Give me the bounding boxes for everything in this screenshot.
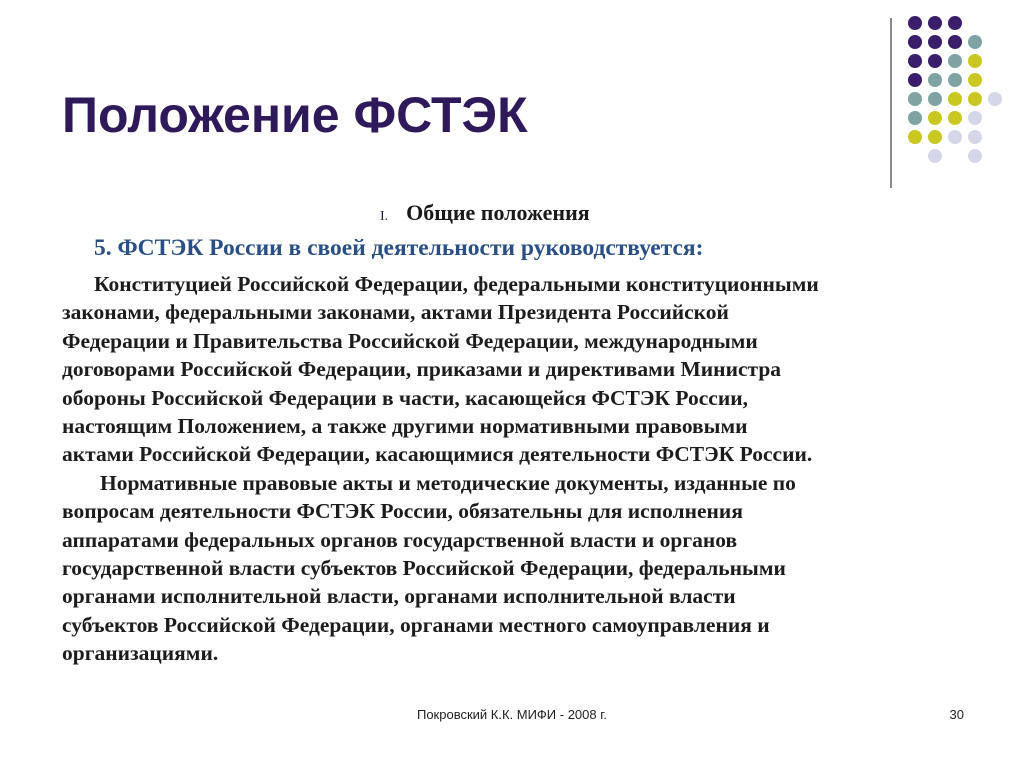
dot [908, 73, 922, 87]
dot [928, 35, 942, 49]
paragraph2-line: органами исполнительной власти, органами исполнительной власти [62, 584, 736, 609]
dot [928, 54, 942, 68]
dot [908, 35, 922, 49]
dot [948, 130, 962, 144]
page-number: 30 [949, 707, 964, 722]
paragraph2-line: Нормативные правовые акты и методические документы, изданные по [100, 470, 796, 495]
dot [928, 130, 942, 144]
section-title: Общие положения [406, 200, 590, 225]
dot [908, 16, 922, 30]
paragraph2-line: государственной власти субъектов Российской Федерации, федеральными [62, 556, 786, 581]
dot [968, 92, 982, 106]
dot [908, 111, 922, 125]
dot [968, 111, 982, 125]
body-text [62, 270, 972, 668]
dot [928, 111, 942, 125]
paragraph1-line: обороны Российской Федерации в части, касающейся ФСТЭК России, [62, 385, 748, 410]
dot [908, 54, 922, 68]
paragraph2-line: субъектов Российской Федерации, органами местного самоуправления и [62, 612, 770, 637]
dot [928, 92, 942, 106]
paragraph1-line: Федерации и Правительства Российской Федерации, международными [62, 328, 758, 353]
dot [948, 73, 962, 87]
dot [948, 35, 962, 49]
dot [948, 16, 962, 30]
dot [988, 92, 1002, 106]
section-number: I. [380, 209, 389, 224]
dot [908, 130, 922, 144]
paragraph1-line: законами, федеральными законами, актами Президента Российской [62, 300, 729, 325]
dot [908, 92, 922, 106]
decorative-vertical-line [890, 18, 892, 188]
slide-title: Положение ФСТЭК [62, 87, 528, 143]
paragraph2-line: организациями. [62, 641, 219, 666]
dot [968, 149, 982, 163]
decorative-dot-grid [908, 16, 1008, 166]
dot [928, 16, 942, 30]
subheading: 5. ФСТЭК России в своей деятельности руководствуется: [94, 235, 704, 261]
dot [928, 149, 942, 163]
section-heading [380, 200, 590, 226]
paragraph1-line: Конституцией Российской Федерации, федеральными конституционными [94, 272, 819, 296]
paragraph2-line: вопросам деятельности ФСТЭК России, обязательны для исполнения [62, 499, 743, 524]
dot [968, 35, 982, 49]
paragraph1-line: актами Российской Федерации, касающимися деятельности ФСТЭК России. [62, 442, 813, 467]
paragraph1-line: договорами Российской Федерации, приказами и директивами Министра [62, 357, 782, 382]
paragraph1-line: настоящим Положением, а также другими нормативными правовыми [62, 414, 748, 439]
dot [928, 73, 942, 87]
dot [968, 73, 982, 87]
dot [948, 111, 962, 125]
dot [948, 92, 962, 106]
dot [968, 130, 982, 144]
paragraph2-line: аппаратами федеральных органов государственной власти и органов [62, 527, 738, 552]
footer-author: Покровский К.К. МИФИ - 2008 г. [416, 707, 608, 722]
dot [968, 54, 982, 68]
dot [948, 54, 962, 68]
